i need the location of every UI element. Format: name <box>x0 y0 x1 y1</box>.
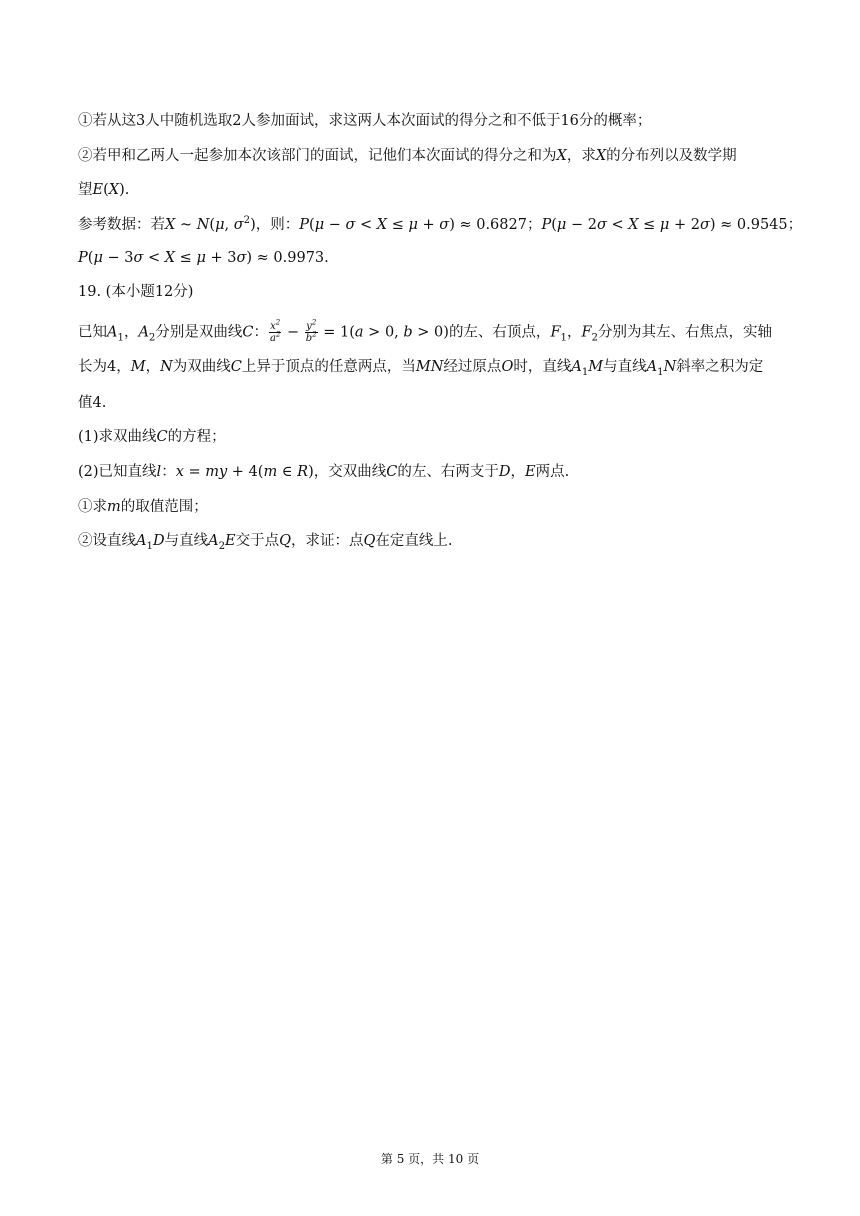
q19-header: 19. (本小题12分) <box>78 284 194 300</box>
q19-stem-line1: 已知$A_1$，$A_2$分别是双曲线C： $\frac{x^2}{a^2}$ − $\frac{y^2}{b^2}$ = 1(a > 0, b > 0)的左、右顶点，$F_1$，$F_2$分别为其左、右焦点，实轴 <box>78 318 772 344</box>
q18-reference-line1: 参考数据：若X ~ N(μ, $\sigma^2$)，则：P(μ − σ < X ≤ μ + σ) ≈ 0.6827；P(μ − 2σ < X ≤ μ + 2σ) ≈ 0.9545； <box>78 215 803 233</box>
q19-sub2-part1: ①求m的取值范围； <box>78 499 208 515</box>
q19-stem-line2: 长为4，M，N为双曲线C上异于顶点的任意两点，当MN经过原点O时，直线$A_1M$与直线$A_1N$斜率之积为定 <box>78 359 764 378</box>
q19-sub1: (1)求双曲线C的方程； <box>78 429 226 445</box>
fraction-x2-a2: $\frac{x^2}{a^2}$ <box>269 318 281 344</box>
q18-part2-line1: ②若甲和乙两人一起参加本次该部门的面试，记他们本次面试的得分之和为X，求X的分布列以及数学期 <box>78 148 737 164</box>
q19-sub2-part2: ②设直线$A_1D$与直线$A_2E$交于点Q，求证：点Q在定直线上. <box>78 533 453 552</box>
page-footer: 第 5 页，共 10 页 <box>380 1152 480 1166</box>
q19-stem-line3: 值4. <box>78 395 107 411</box>
fraction-y2-b2: $\frac{y^2}{b^2}$ <box>305 318 317 344</box>
q18-reference-line2: P(μ − 3σ < X ≤ μ + 3σ) ≈ 0.9973. <box>78 250 329 266</box>
q19-sub2: (2)已知直线l：x = my + 4(m ∈ R)，交双曲线C的左、右两支于D，E两点. <box>78 464 570 480</box>
q18-part2-line2: 望E(X). <box>78 182 130 198</box>
q18-part1: ①若从这3人中随机选取2人参加面试，求这两人本次面试的得分之和不低于16分的概率； <box>78 113 652 129</box>
